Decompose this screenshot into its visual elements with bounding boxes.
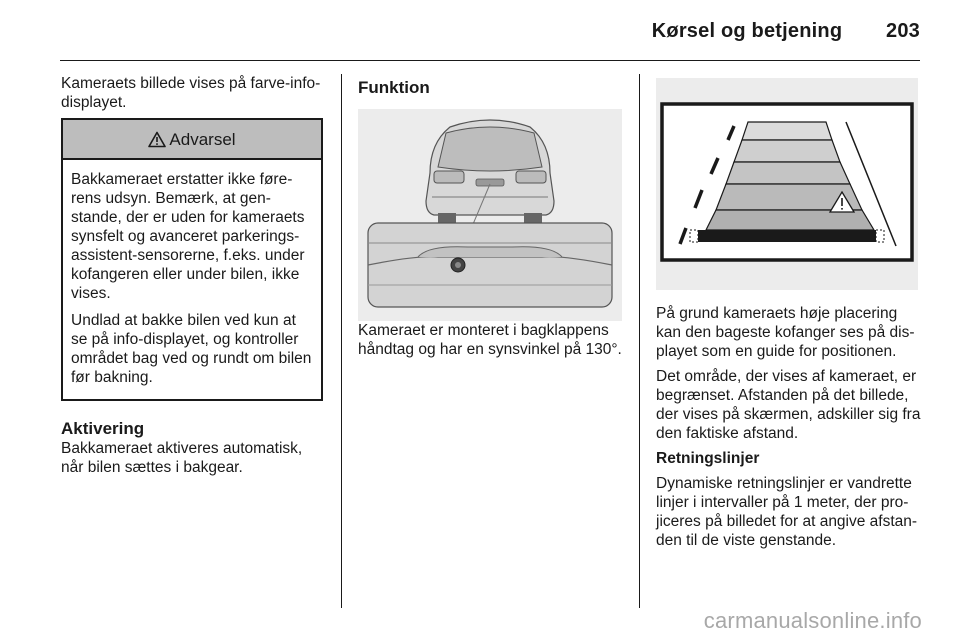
page-title: Kørsel og betjening <box>651 20 843 42</box>
warning-text: Undlad at bakke bilen ved kun at se på info-displayet, og kontroller området bag ved og rundt om bilen før bakning. <box>71 312 312 386</box>
page-header <box>652 20 920 43</box>
body-paragraph: Dynamiske retningslinjer er vandrette linjer i intervaller på 1 meter, der pro-jiceres på billedet for at angive afstan-den til de viste genstande. <box>656 475 918 549</box>
warning-box <box>61 118 323 401</box>
body-paragraph: Det område, der vises af kameraet, er begrænset. Afstanden på det billede, der vises på skærmen, adskiller sig fra den faktiske afstand. <box>656 368 921 442</box>
figure-caption: Kameraet er monteret i bagklappens håndtag og har en synsvinkel på 130°. <box>358 322 622 358</box>
section-paragraph: Bakkameraet aktiveres automatisk, når bilen sættes i bakgear. <box>61 440 303 476</box>
warning-text: Bakkameraet erstatter ikke føre-rens udsyn. Bemærk, at gen-stande, der er uden for kameraets synsfelt og avanceret parkerings-assistent-sensorerne, f.eks. under kofangeren eller under bilen, ikke vises. <box>71 171 305 302</box>
section-heading: Funktion <box>358 78 430 97</box>
warning-triangle-icon <box>148 131 166 148</box>
warning-body <box>63 160 321 399</box>
section-heading: Aktivering <box>61 419 145 438</box>
warning-header <box>63 120 321 160</box>
column-middle <box>358 74 626 365</box>
intro-paragraph: Kameraets billede vises på farve-info-displayet. <box>61 75 321 111</box>
warning-title: Advarsel <box>169 129 236 149</box>
column-right <box>656 74 924 556</box>
page-number: 203 <box>886 20 920 42</box>
camera-location-illustration <box>358 109 622 321</box>
column-divider <box>639 74 640 608</box>
column-left <box>61 74 323 483</box>
header-rule <box>60 60 920 61</box>
watermark-text: carmanualsonline.info <box>703 608 922 633</box>
subheading: Retningslinjer <box>656 450 760 467</box>
camera-display-illustration <box>656 78 918 290</box>
body-paragraph: På grund kameraets høje placering kan den bageste kofanger ses på dis-playet som en guide for positionen. <box>656 305 915 360</box>
column-divider <box>341 74 342 608</box>
